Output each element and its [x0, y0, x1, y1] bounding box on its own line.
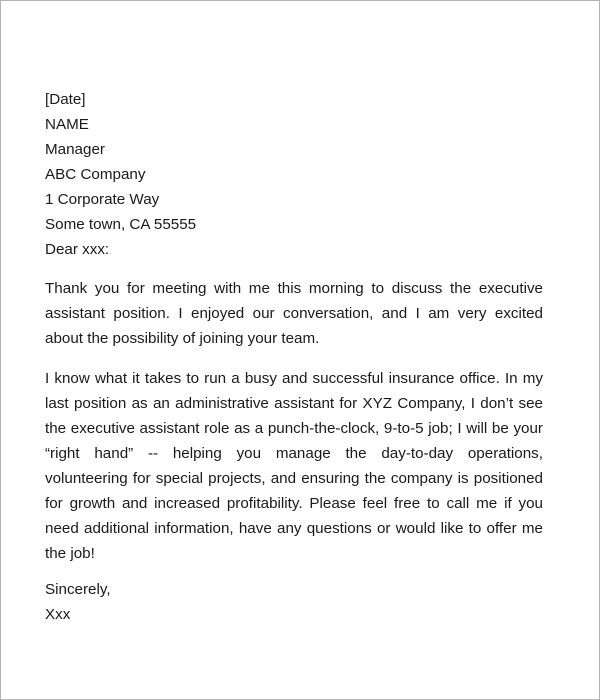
body-paragraph-1: Thank you for meeting with me this morning to discuss the executive assistant position. I enjoyed our conversation, and I am very excited about the possibility of joining your team. [45, 280, 543, 347]
recipient-company: ABC Company [45, 166, 146, 183]
recipient-name: NAME [45, 116, 89, 133]
letter-content [45, 87, 543, 627]
recipient-title: Manager [45, 141, 105, 158]
closing-block [45, 577, 543, 627]
salutation: Dear xxx: [45, 241, 110, 258]
closing: Sincerely, [45, 581, 111, 598]
body-paragraph-2: I know what it takes to run a busy and successful insurance office. In my last position as an administrative assistant for XYZ Company, I don’t see the executive assistant role as a punch-the-clock, 9-to-5 job; I will be your “right hand” -- helping you manage the day-to-day operations, volunteering for special projects, and ensuring the company is positioned for growth and increased profitability. Please feel free to call me if you need additional information, have any questions or would like to offer me the job! [45, 370, 543, 562]
recipient-city: Some town, CA 55555 [45, 216, 197, 233]
signature: Xxx [45, 606, 71, 623]
date-line: [Date] [45, 91, 86, 108]
address-block [45, 87, 543, 262]
recipient-street: 1 Corporate Way [45, 191, 160, 208]
